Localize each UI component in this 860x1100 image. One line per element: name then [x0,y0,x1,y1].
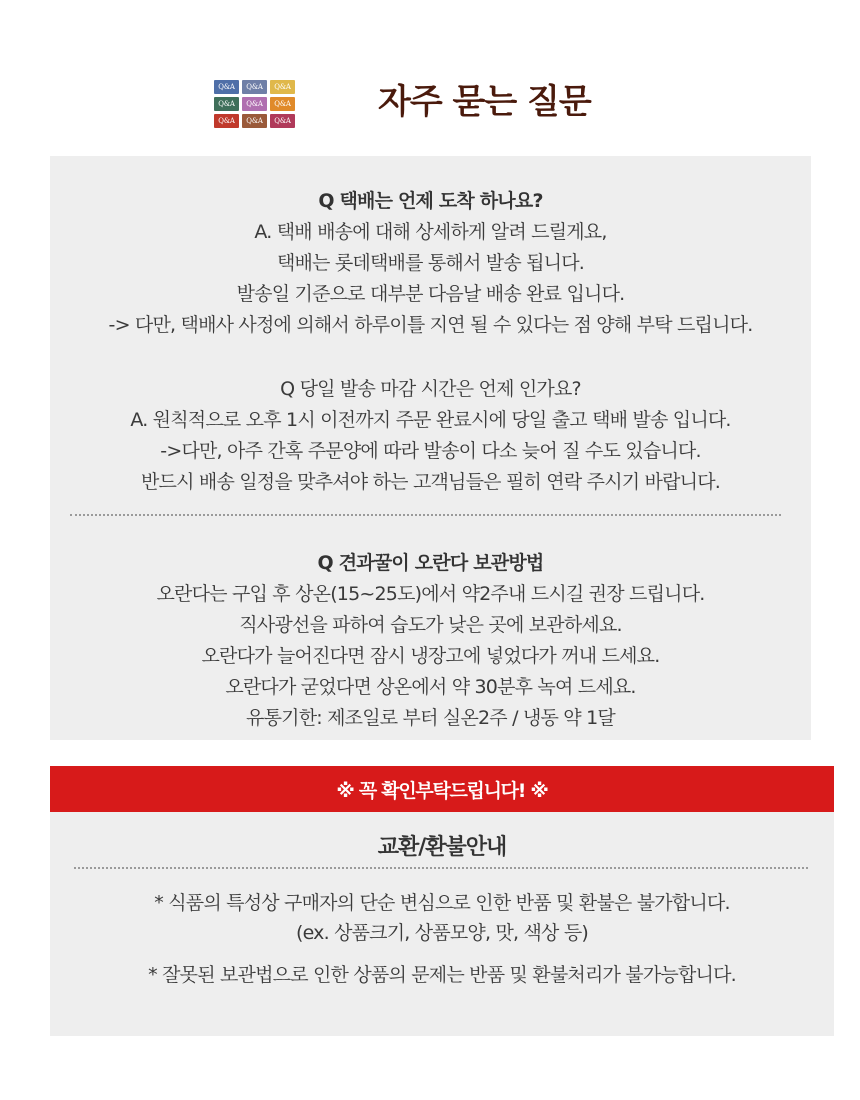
faq-storage [50,548,811,734]
faq-cutoff [50,374,811,498]
notice-text: ※ 꼭 확인부탁드립니다! ※ [336,779,548,802]
faq-delivery [50,186,811,341]
faq-question: Q 견과꿀이 오란다 보관방법 [317,552,544,574]
faq-answer-line: 유통기한: 제조일로 부터 실온2주 / 냉동 약 1달 [246,707,615,729]
qa-chip: Q&A [214,80,239,94]
refund-body [50,888,834,990]
refund-line: (ex. 상품크기, 상품모양, 맛, 색상 등) [295,922,589,944]
faq-answer-line: ->다만, 아주 간혹 주문양에 따라 발송이 다소 늦어 질 수도 있습니다. [160,440,701,462]
refund-line: * 잘못된 보관법으로 인한 상품의 문제는 반품 및 환불처리가 불가능합니다. [148,964,736,986]
faq-answer-line: 오란다가 늘어진다면 잠시 냉장고에 넣었다가 꺼내 드세요. [201,645,660,667]
refund-divider [74,867,808,869]
faq-answer-line: A. 원칙적으로 오후 1시 이전까지 주문 완료시에 당일 출고 택배 발송 입니다. [130,409,731,431]
notice-banner [50,766,834,812]
faq-answer-line: 택배는 롯데택배를 통해서 발송 됩니다. [276,252,585,274]
qa-chip: Q&A [270,80,295,94]
faq-question: Q 택배는 언제 도착 하나요? [318,190,543,212]
page-header [0,72,860,134]
qa-chip: Q&A [242,114,267,128]
qa-chip: Q&A [242,97,267,111]
qa-chip: Q&A [214,114,239,128]
qa-chip: Q&A [270,114,295,128]
faq-answer-line: 반드시 배송 일정을 맞추셔야 하는 고객님들은 필히 연락 주시기 바랍니다. [140,471,721,493]
qa-icon [214,80,296,128]
faq-answer-line: 직사광선을 파하여 습도가 낮은 곳에 보관하세요. [239,614,622,636]
refund-title: 교환/환불안내 [377,835,507,860]
faq-answer-line: A. 택배 배송에 대해 상세하게 알려 드릴게요, [254,221,607,243]
faq-question: Q 당일 발송 마감 시간은 언제 인가요? [280,378,581,400]
faq-answer-line: 오란다가 굳었다면 상온에서 약 30분후 녹여 드세요. [225,676,636,698]
faq-divider [70,514,781,516]
refund-panel [50,812,834,1036]
faq-answer-line: 발송일 기준으로 대부분 다음날 배송 완료 입니다. [236,283,625,305]
qa-chip: Q&A [242,80,267,94]
faq-answer-line: -> 다만, 택배사 사정에 의해서 하루이틀 지연 될 수 있다는 점 양해 부탁 드립니다. [108,314,753,336]
faq-answer-line: 오란다는 구입 후 상온(15~25도)에서 약2주내 드시길 권장 드립니다. [156,583,705,605]
refund-line: * 식품의 특성상 구매자의 단순 변심으로 인한 반품 및 환불은 불가합니다. [154,892,730,914]
qa-chip: Q&A [214,97,239,111]
qa-chip: Q&A [270,97,295,111]
faq-panel [50,156,811,740]
page-title: 자주 묻는 질문 [378,82,591,122]
